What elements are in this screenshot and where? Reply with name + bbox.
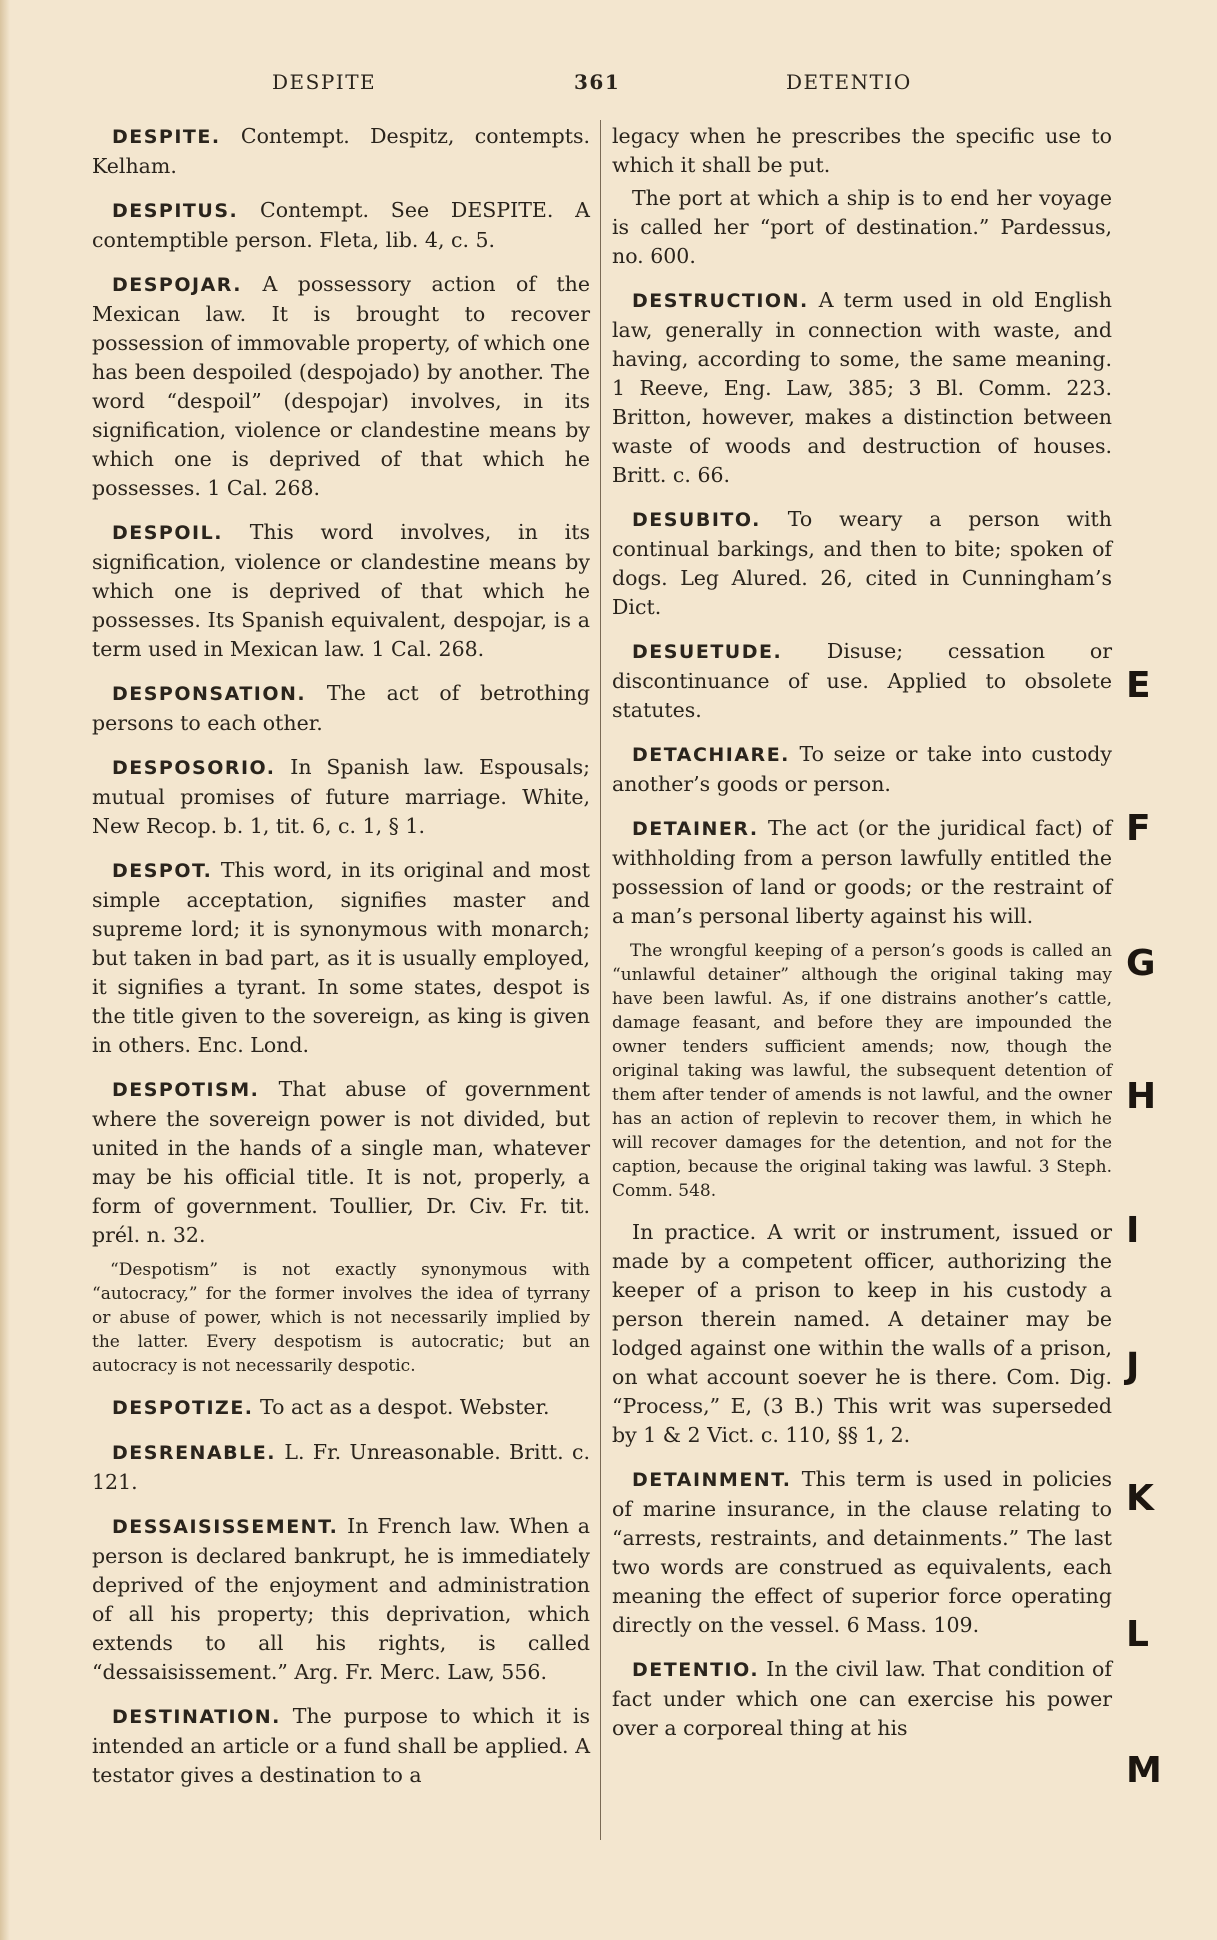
entry-despotism — [92, 1075, 590, 1250]
entry-headword: DESUBITO. — [632, 509, 761, 531]
thumb-index-letter[interactable]: G — [1126, 943, 1156, 984]
detainer-practice: In practice. A writ or instrument, issued or made by a competent officer, authorizing the keeper of a prison to keep in his custody a person therein named. A detainer may be lodged against one within the walls of a prison, on what account soever he is there. Com. Dig. “Process,” E, (3 B.) This writ was superseded by 1 & 2 Vict. c. 110, §§ 1, 2. — [612, 1220, 1112, 1447]
entry-despite — [92, 122, 590, 181]
entry-text: In Spanish law. Espousals; mutual promises of future marriage. White, New Recop. b. 1, tit. 6, c. 1, § 1. — [92, 755, 590, 838]
thumb-index-letter[interactable]: I — [1126, 1210, 1140, 1251]
entry-text: To weary a person with continual barkings, and then to bite; spoken of dogs. Leg Alured. 26, cited in Cunningham’s Dict. — [612, 507, 1112, 619]
entry-headword: DESTINATION. — [112, 1706, 281, 1728]
header-first-word: DESPITE — [272, 70, 377, 94]
entry-text: L. Fr. Unreasonable. Britt. c. 121. — [92, 1440, 590, 1494]
entry-destination — [92, 1702, 590, 1790]
page-edge — [0, 0, 10, 1940]
entry-text: Disuse; cessation or discontinuance of use. Applied to obsolete statutes. — [612, 639, 1112, 722]
entry-text: A term used in old English law, generally in connection with waste, and having, according to some, the same meaning. 1 Reeve, Eng. Law, 385; 3 Bl. Comm. 223. Britton, however, makes a distinction between waste of woods and destruction of houses. Britt. c. 66. — [612, 288, 1112, 487]
entry-headword: DESPOT. — [112, 860, 213, 882]
entry-desposorio — [92, 753, 590, 841]
entry-text: That abuse of government where the sovereign power is not divided, but united in the hands of a single man, whatever may be his official title. It is not, properly, a form of government. Toullier, Dr. Civ. Fr. tit. prél. n. 32. — [92, 1077, 590, 1247]
entry-despot — [92, 856, 590, 1060]
entry-detainment — [612, 1465, 1112, 1640]
entry-text: This word involves, in its signification, violence or clandestine means by which one is deprived of that which he possesses. Its Spanish equivalent, despojar, is a term used in Mexican law. 1 Cal. 268. — [92, 520, 590, 661]
entry-desrenable — [92, 1438, 590, 1497]
entry-text: The purpose to which it is intended an article or a fund shall be applied. A testator gives a destination to a — [92, 1704, 590, 1787]
despotism-note: “Despotism” is not exactly synonymous with “autocracy,” for the former involves the idea of tyrrany or abuse of power, which is not necessarily implied by the latter. Every despotism is autocratic; but an autocracy is not necessarily despotic. — [92, 1260, 590, 1376]
entry-detachiare — [612, 740, 1112, 799]
entry-headword: DESRENABLE. — [112, 1442, 276, 1464]
header-last-word: DETENTIO — [786, 70, 912, 94]
entry-despitus — [92, 196, 590, 255]
entry-headword: DESPOTISM. — [112, 1079, 260, 1101]
thumb-index-letter[interactable]: M — [1126, 1750, 1162, 1791]
entry-text: In the civil law. That condition of fact under which one can exercise his power over a corporeal thing at his — [612, 1657, 1112, 1740]
entry-detainer — [612, 814, 1112, 931]
entry-headword: DETACHIARE. — [632, 744, 790, 766]
entry-headword: DESPONSATION. — [112, 683, 307, 705]
entry-headword: DETENTIO. — [632, 1659, 760, 1681]
entry-desponsation — [92, 679, 590, 738]
entry-text: This term is used in policies of marine insurance, in the clause relating to “arrests, restraints, and detainments.” The last two words are construed as equivalents, each meaning the effect of superior force operating directly on the vessel. 6 Mass. 109. — [612, 1467, 1112, 1637]
column-divider — [600, 120, 601, 1840]
entry-headword: DESPOJAR. — [112, 274, 242, 296]
entry-headword: DESUETUDE. — [632, 641, 783, 663]
left-column — [92, 122, 590, 1805]
entry-despojar — [92, 270, 590, 503]
entry-text: To act as a despot. Webster. — [253, 1395, 550, 1419]
entry-headword: DESPOSORIO. — [112, 757, 276, 779]
thumb-index-letter[interactable]: H — [1126, 1076, 1157, 1117]
thumb-index-letter[interactable]: K — [1126, 1478, 1154, 1519]
entry-headword: DESPOTIZE. — [112, 1397, 254, 1419]
entry-headword: DESPITE. — [112, 126, 221, 148]
entry-headword: DESTRUCTION. — [632, 290, 809, 312]
entry-text: Contempt. Despitz, contempts. Kelham. — [92, 124, 590, 178]
detainer-note: The wrongful keeping of a person’s goods is called an “unlawful detainer” although the original taking may have been lawful. As, if one distrains another’s cattle, damage feasant, and before they are impounded the owner tenders sufficient amends; now, though the original taking was lawful, the subsequent detention of them after tender of amends is not lawful, and the owner has an action of replevin to recover them, in which he will recover damages for the detention, and not for the caption, because the original taking was lawful. 3 Steph. Comm. 548. — [612, 941, 1112, 1201]
page-number: 361 — [574, 70, 621, 94]
entry-dessaisissement — [92, 1512, 590, 1687]
entry-text: In French law. When a person is declared bankrupt, he is immediately deprived of the enjoyment and administration of all his property; this deprivation, which extends to all his rights, is called “dessaisissement.” Arg. Fr. Merc. Law, 556. — [92, 1514, 590, 1684]
destination-port: The port at which a ship is to end her voyage is called her “port of destination.” Pardessus, no. 600. — [612, 186, 1112, 268]
entry-destruction — [612, 286, 1112, 490]
entry-text: The act of betrothing persons to each other. — [92, 681, 590, 735]
entry-despoil — [92, 518, 590, 664]
right-column — [612, 122, 1112, 1758]
thumb-index-letter[interactable]: L — [1126, 1614, 1149, 1655]
entry-desubito — [612, 505, 1112, 622]
entry-headword: DESPOIL. — [112, 522, 223, 544]
thumb-index-letter[interactable]: F — [1126, 808, 1151, 849]
thumb-index-letter[interactable]: J — [1126, 1346, 1140, 1387]
entry-text: The act (or the juridical fact) of withholding from a person lawfully entitled the possession of land or goods; or the restraint of a man’s personal liberty against his will. — [612, 816, 1112, 928]
entry-detentio — [612, 1655, 1112, 1743]
entry-headword: DESSAISISSEMENT. — [112, 1516, 339, 1538]
entry-headword: DETAINMENT. — [632, 1469, 792, 1491]
entry-desuetude — [612, 637, 1112, 725]
entry-text: A possessory action of the Mexican law. It is brought to recover possession of immovable property, of which one has been despoiled (despojado) by another. The word “despoil” (despojar) involves, in its signification, violence or clandestine means by which one is deprived of that which he possesses. 1 Cal. 268. — [92, 272, 590, 500]
running-header — [0, 70, 1217, 100]
entry-text: Contempt. See DESPITE. A contemptible person. Fleta, lib. 4, c. 5. — [92, 198, 590, 252]
destination-continuation: legacy when he prescribes the specific use to which it shall be put. — [612, 124, 1112, 177]
entry-despotize — [92, 1393, 590, 1423]
entry-headword: DESPITUS. — [112, 200, 239, 222]
thumb-index-letter[interactable]: E — [1126, 665, 1151, 706]
entry-text: This word, in its original and most simple acceptation, signifies master and supreme lord; it is synonymous with monarch; but taken in bad part, as it is usually employed, it signifies a tyrant. In some states, despot is the title given to the sovereign, as king is given in others. Enc. Lond. — [92, 858, 590, 1057]
entry-text: To seize or take into custody another’s goods or person. — [612, 742, 1112, 796]
entry-headword: DETAINER. — [632, 818, 759, 840]
